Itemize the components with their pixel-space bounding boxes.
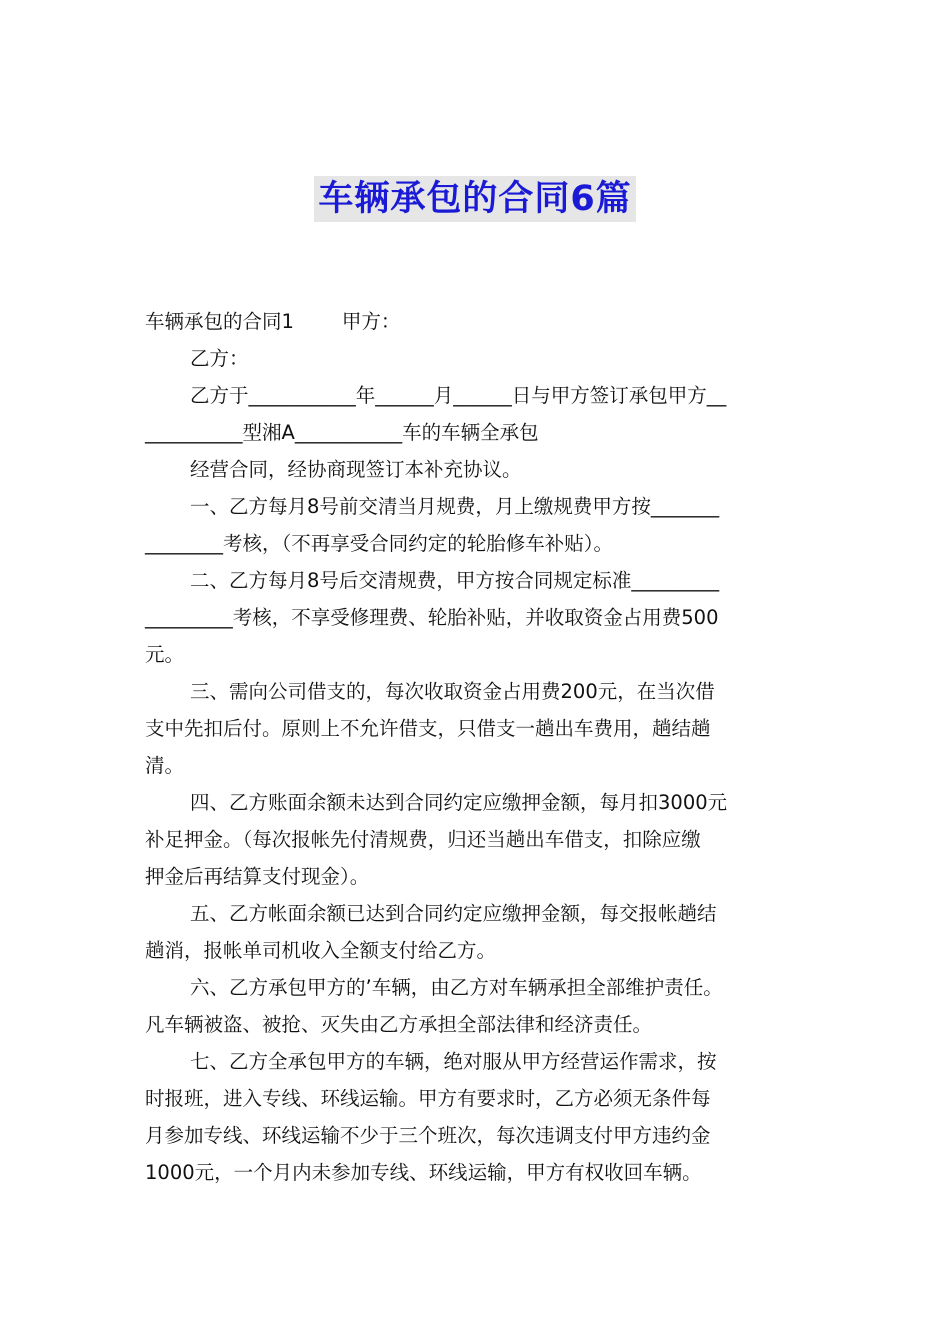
clause-line: 六、乙方承包甲方的’车辆，由乙方对车辆承担全部维护责任。 (190, 976, 723, 999)
header-line (145, 303, 815, 340)
intro-line: 经营合同，经协商现签订本补充协议。 (190, 458, 522, 481)
clause-line: 支中先扣后付。原则上不允许借支，只借支一趟出车费用，趟结趟 (145, 717, 711, 740)
document-body (145, 303, 815, 1191)
clause-line: 时报班，进入专线、环线运输。甲方有要求时，乙方必须无条件每 (145, 1087, 711, 1110)
clause-line: 四、乙方账面余额未达到合同约定应缴押金额，每月扣3000元 (190, 791, 728, 814)
clause-line: 押金后再结算支付现金）。 (145, 865, 370, 888)
contract-heading: 车辆承包的合同1 (145, 310, 294, 333)
clause-paragraph (145, 895, 815, 969)
title-wrap (0, 176, 950, 222)
clause-line: 七、乙方全承包甲方的车辆，绝对服从甲方经营运作需求，按 (190, 1050, 717, 1073)
clause-paragraph (145, 1043, 815, 1191)
clause-paragraph (145, 673, 815, 784)
clause-paragraph (145, 784, 815, 895)
clause-line: 元。 (145, 643, 185, 666)
clause-paragraph (145, 562, 815, 673)
clause-paragraph (145, 488, 815, 562)
party-b-label: 乙方： (190, 347, 249, 370)
party-a-label: 甲方： (341, 310, 401, 333)
document-title: 车辆承包的合同6篇 (314, 176, 635, 222)
clause-line: _________考核，不享受修理费、轮胎补贴，并收取资金占用费500 (145, 606, 719, 629)
clause-line: 二、乙方每月8号后交清规费，甲方按合同规定标准_________ (190, 569, 720, 592)
clause-line: 1000元，一个月内未参加专线、环线运输，甲方有权收回车辆。 (145, 1161, 702, 1184)
sign-line-2: __________型湘A___________车的车辆全承包 (145, 421, 539, 444)
clause-line: 趟消，报帐单司机收入全额支付给乙方。 (145, 939, 497, 962)
clause-line: 一、乙方每月8号前交清当月规费，月上缴规费甲方按_______ (190, 495, 720, 518)
clause-paragraph (145, 969, 815, 1043)
sign-line-1: 乙方于___________年______月______日与甲方签订承包甲方__ (190, 384, 727, 407)
clause-line: 补足押金。（每次报帐先付清规费，归还当趟出车借支，扣除应缴 (145, 828, 701, 851)
clause-line: 五、乙方帐面余额已达到合同约定应缴押金额，每交报帐趟结 (190, 902, 717, 925)
clause-list (145, 488, 815, 1191)
clause-line: 清。 (145, 754, 185, 777)
clause-line: 三、需向公司借支的，每次收取资金占用费200元，在当次借 (190, 680, 715, 703)
clause-line: 凡车辆被盗、被抢、灭失由乙方承担全部法律和经济责任。 (145, 1013, 653, 1036)
clause-line: ________考核，（不再享受合同约定的轮胎修车补贴）。 (145, 532, 614, 555)
clause-line: 月参加专线、环线运输不少于三个班次，每次违调支付甲方违约金 (145, 1124, 711, 1147)
